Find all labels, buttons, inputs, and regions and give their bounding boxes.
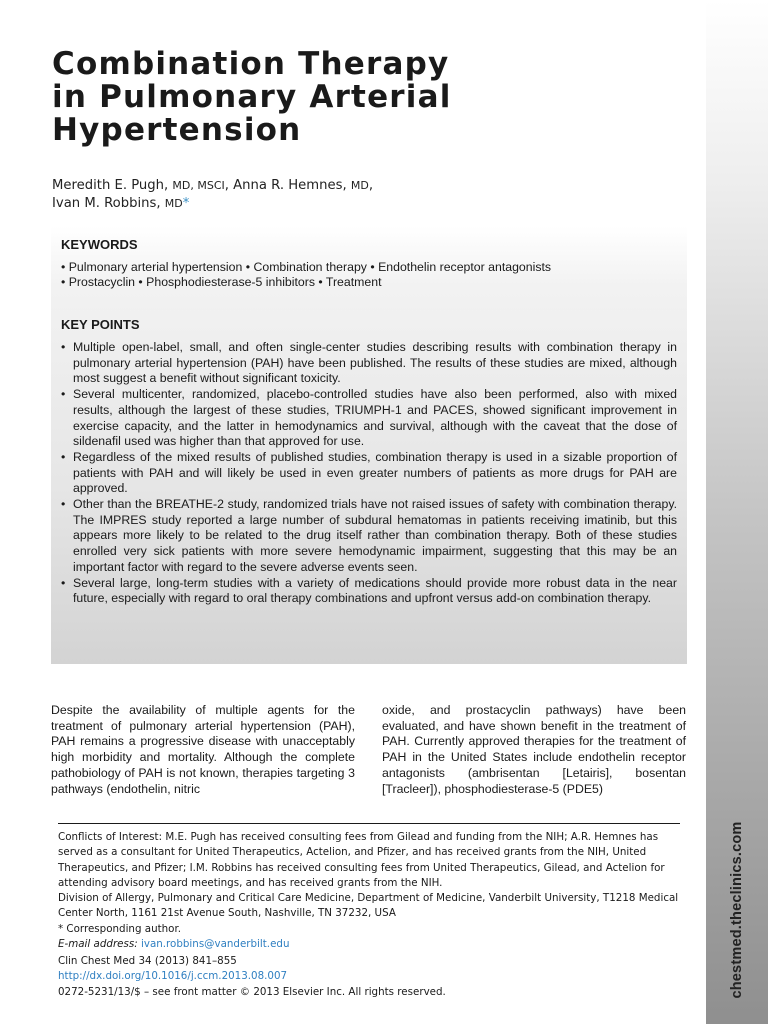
- key-point-item: • Other than the BREATHE-2 study, randomized trials have not raised issues of safety with combination therapy. The IMPRES study reported a large number of subdural hematomas in patients receiving imatinib, but this appears more likely to be related to the drug itself rather than combination therapy. Both of these studies enrolled very sick patients with more severe hemodynamic impairment, suggesting that this may be an important factor with regard to the severe adverse events seen.: [61, 497, 677, 576]
- copyright-notice: 0272-5231/13/$ – see front matter © 2013 Elsevier Inc. All rights reserved.: [58, 985, 446, 998]
- key-point-item: • Several multicenter, randomized, placebo-controlled studies have also been performed, also with mixed results, although the largest of these studies, TRIUMPH-1 and PACES, showed significant improvement in exercise capacity, and the latter in hemodynamics and survival, although with the caveat that the dose of sildenafil used was higher than that approved for use.: [61, 387, 677, 450]
- author-robbins: Ivan M. Robbins,: [52, 196, 165, 211]
- corresponding-author-marker[interactable]: *: [182, 196, 190, 211]
- corresponding-author-note: * Corresponding author.: [58, 922, 182, 935]
- footnotes: [58, 830, 680, 952]
- journal-url-vertical[interactable]: chestmed.theclinics.com: [729, 821, 745, 999]
- author-line-2: [52, 195, 672, 213]
- author-hemnes-degree: MD: [350, 179, 369, 192]
- author-pugh: Meredith E. Pugh,: [52, 178, 173, 193]
- author-robbins-degree: MD: [164, 197, 183, 210]
- keywords-heading: KEYWORDS: [61, 237, 138, 252]
- title-line-2: in Pulmonary Arterial: [52, 79, 452, 115]
- author-line-1: [52, 177, 672, 195]
- key-points-list: [61, 340, 677, 607]
- author-pugh-degree: MD, MSCI: [172, 179, 225, 192]
- title-line-3: Hypertension: [52, 112, 302, 148]
- keywords-line-1: • Pulmonary arterial hypertension • Combination therapy • Endothelin receptor antagonists: [61, 260, 552, 274]
- author-hemnes: , Anna R. Hemnes,: [224, 178, 351, 193]
- keywords-list: [61, 260, 681, 290]
- conflicts-of-interest: Conflicts of Interest: M.E. Pugh has received consulting fees from Gilead and funding from the NIH; A.R. Hemnes has served as a consultant for United Therapeutics, Actelion, and Pfizer, and has received grants from the NIH, United Therapeutics, and Pfizer; I.M. Robbins has received consulting fees from United Therapeutics, Gilead, and Actelion for attending advisory board meetings, and has received grants from the NIH.: [58, 831, 665, 889]
- body-text-left-column: Despite the availability of multiple agents for the treatment of pulmonary arterial hypertension (PAH), PAH remains a progressive disease with unacceptably high morbidity and mortality. Although the complete pathobiology of PAH is not known, therapies targeting 3 pathways (endothelin, nitric: [51, 703, 355, 796]
- title-line-1: Combination Therapy: [52, 46, 450, 82]
- key-points-heading: KEY POINTS: [61, 317, 140, 332]
- email-link[interactable]: ivan.robbins@vanderbilt.edu: [140, 938, 290, 951]
- citation-block: [58, 954, 680, 1000]
- key-point-item: • Regardless of the mixed results of published studies, combination therapy is used in a sizable proportion of patients with PAH and will likely be used in even greater numbers of patients as more drugs for PAH are approved.: [61, 450, 677, 497]
- author-affiliation: Division of Allergy, Pulmonary and Critical Care Medicine, Department of Medicine, Vanderbilt University, T1218 Medical Center North, 1161 21st Avenue South, Nashville, TN 37232, USA: [58, 892, 679, 920]
- body-text-right-column: oxide, and prostacyclin pathways) have been evaluated, and have shown benefit in the treatment of PAH. Currently approved therapies for the treatment of PAH in the United States include endothelin receptor antagonists (ambrisentan [Letairis], bosentan [Tracleer]), phosphodiesterase-5 (PDE5): [382, 703, 686, 796]
- email-label: E-mail address:: [58, 938, 141, 951]
- journal-citation: Clin Chest Med 34 (2013) 841–855: [58, 955, 237, 967]
- email-line: [58, 937, 680, 952]
- keywords-line-2: • Prostacyclin • Phosphodiesterase-5 inhibitors • Treatment: [61, 275, 382, 289]
- key-point-item: • Several large, long-term studies with a variety of medications should provide more robust data in the near future, especially with regard to oral therapy combinations and upfront versus add-on combination therapy.: [61, 576, 677, 607]
- footnote-divider: [58, 823, 680, 824]
- article-title: [52, 48, 692, 147]
- key-point-item: • Multiple open-label, small, and often single-center studies describing results with combination therapy in pulmonary arterial hypertension (PAH) have been published. The results of these studies are mixed, although most suggest a benefit without significant toxicity.: [61, 340, 677, 387]
- author-separator: ,: [368, 178, 374, 193]
- author-list: [52, 177, 672, 213]
- doi-link[interactable]: http://dx.doi.org/10.1016/j.ccm.2013.08.007: [58, 970, 288, 983]
